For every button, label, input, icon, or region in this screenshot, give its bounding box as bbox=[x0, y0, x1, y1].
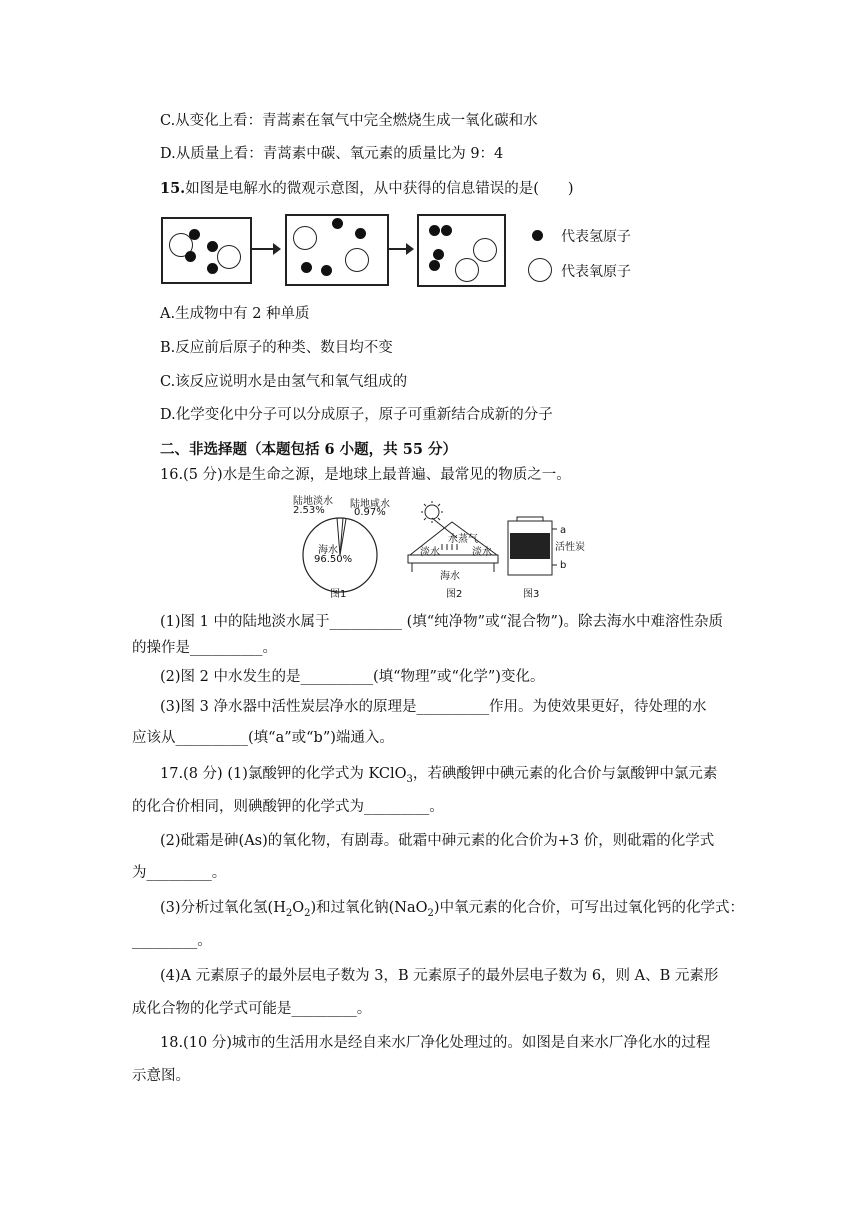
stage-1-box bbox=[161, 217, 252, 284]
fresh-water-value: 2.53% bbox=[293, 505, 325, 516]
fresh-water-left: 淡水 bbox=[420, 547, 440, 558]
question-number: 15. bbox=[160, 180, 186, 197]
hydrogen-atom bbox=[207, 241, 218, 252]
stage-2-box bbox=[285, 214, 389, 286]
oxygen-atom bbox=[345, 248, 369, 272]
hydrogen-atom bbox=[207, 263, 218, 274]
fresh-water-label: 陆地淡水 bbox=[293, 496, 333, 507]
sea-water-label: 海水 bbox=[318, 545, 338, 556]
option-b-15: B.反应前后原子的种类、数目均不变 bbox=[160, 340, 393, 356]
oxygen-atom bbox=[473, 238, 497, 262]
q16-3-line-b: 应该从__________(填“a”或“b”)端通入。 bbox=[132, 730, 394, 746]
hydrogen-atom bbox=[429, 225, 440, 236]
salt-water-label: 陆地咸水 bbox=[350, 499, 390, 510]
legend-hydrogen-icon bbox=[532, 230, 543, 241]
q16-3-line-a: (3)图 3 净水器中活性炭层净水的原理是__________作用。为使效果更好，待处理的水 bbox=[160, 699, 707, 715]
question-15 bbox=[160, 179, 574, 199]
fresh-water-right: 淡水 bbox=[472, 547, 492, 558]
option-c-line: C.从变化上看：青蒿素在氧气中完全燃烧生成一氧化碳和水 bbox=[160, 113, 538, 129]
hydrogen-atom bbox=[189, 229, 200, 240]
option-a-15: A.生成物中有 2 种单质 bbox=[160, 306, 310, 322]
q17-2-line-a: (2)砒霜是砷(As)的氧化物，有剧毒。砒霜中砷元素的化合价为+3 价，则砒霜的化学式 bbox=[160, 833, 715, 849]
q18-line-b: 示意图。 bbox=[132, 1068, 190, 1084]
hydrogen-atom bbox=[433, 249, 444, 260]
oxygen-atom bbox=[293, 226, 317, 250]
q17-1-text: 17.(8 分) (1)氯酸钾的化学式为 KClO bbox=[160, 766, 407, 782]
q17-3-line-a bbox=[160, 898, 744, 924]
q18-line-a: 18.(10 分)城市的生活用水是经自来水厂净化处理过的。如图是自来水厂净化水的过程 bbox=[160, 1035, 711, 1051]
sea-water-value: 96.50% bbox=[314, 554, 353, 565]
water-filter bbox=[505, 515, 557, 577]
subscript: 2 bbox=[427, 907, 434, 919]
q17-2-line-b: 为_________。 bbox=[132, 865, 227, 881]
q17-3-text: (3)分析过氧化氢(H bbox=[160, 900, 286, 916]
sea-water-label-2: 海水 bbox=[440, 571, 460, 582]
q16-1-line-b: 的操作是__________。 bbox=[132, 640, 277, 656]
q16-1-line-a: (1)图 1 中的陆地淡水属于__________ (填“纯净物”或“混合物”)。除去海水中难溶性杂质 bbox=[160, 614, 724, 630]
q17-3-text: )中氧元素的化合价，可写出过氧化钙的化学式： bbox=[433, 900, 745, 916]
stage-3-box bbox=[417, 214, 506, 287]
q17-4-line-b: 成化合物的化学式可能是_________。 bbox=[132, 1001, 372, 1017]
figure-2-caption: 图2 bbox=[446, 589, 463, 600]
hydrogen-atom bbox=[332, 218, 343, 229]
hydrogen-atom bbox=[429, 260, 440, 271]
legend-oxygen-icon bbox=[528, 258, 552, 282]
q17-3-text: O bbox=[292, 900, 305, 916]
hydrogen-atom bbox=[185, 251, 196, 262]
hydrogen-atom bbox=[441, 225, 452, 236]
q17-1-line-a bbox=[160, 764, 717, 790]
subscript: 3 bbox=[406, 773, 413, 785]
subscript: 2 bbox=[304, 907, 311, 919]
arrow-icon bbox=[251, 248, 279, 250]
oxygen-atom bbox=[217, 245, 241, 269]
option-d-15: D.化学变化中分子可以分成原子，原子可重新结合成新的分子 bbox=[160, 407, 553, 423]
vapor-label: 水蒸气 bbox=[448, 534, 478, 545]
legend-oxygen-label: 代表氧原子 bbox=[561, 264, 631, 280]
section-heading: 二、非选择题（本题包括 6 小题，共 55 分） bbox=[160, 441, 457, 458]
subscript: 2 bbox=[285, 907, 293, 919]
q17-4-line-a: (4)A 元素原子的最外层电子数为 3，B 元素原子的最外层电子数为 6，则 A、B 元素形 bbox=[160, 968, 719, 984]
figure-3-caption: 图3 bbox=[523, 589, 540, 600]
option-c-15: C.该反应说明水是由氢气和氧气组成的 bbox=[160, 374, 408, 390]
question-text: 如图是电解水的微观示意图，从中获得的信息错误的是( ) bbox=[185, 181, 574, 197]
q16-2-line: (2)图 2 中水发生的是__________(填“物理”或“化学”)变化。 bbox=[160, 669, 545, 685]
figure-1-caption: 图1 bbox=[330, 589, 347, 600]
hydrogen-atom bbox=[355, 228, 366, 239]
question-16: 16.(5 分)水是生命之源，是地球上最普遍、最常见的物质之一。 bbox=[160, 467, 571, 483]
q17-1-line-b: 的化合价相同，则碘酸钾的化学式为_________。 bbox=[132, 799, 444, 815]
q17-1-text: ，若碘酸钾中碘元素的化合价与氯酸钾中氯元素 bbox=[412, 766, 718, 782]
port-a-label: a bbox=[560, 525, 567, 536]
carbon-label: 活性炭 bbox=[555, 542, 585, 553]
hydrogen-atom bbox=[321, 265, 332, 276]
arrow-icon bbox=[388, 248, 412, 250]
oxygen-atom bbox=[455, 258, 479, 282]
q17-3-text: )和过氧化钠(NaO bbox=[310, 900, 428, 916]
q17-3-line-b: _________。 bbox=[132, 933, 212, 949]
port-b-label: b bbox=[560, 560, 567, 571]
salt-water-value: 0.97% bbox=[354, 507, 386, 518]
hydrogen-atom bbox=[301, 262, 312, 273]
legend-hydrogen-label: 代表氢原子 bbox=[561, 229, 631, 245]
option-d-line: D.从质量上看：青蒿素中碳、氧元素的质量比为 9：4 bbox=[160, 146, 504, 162]
